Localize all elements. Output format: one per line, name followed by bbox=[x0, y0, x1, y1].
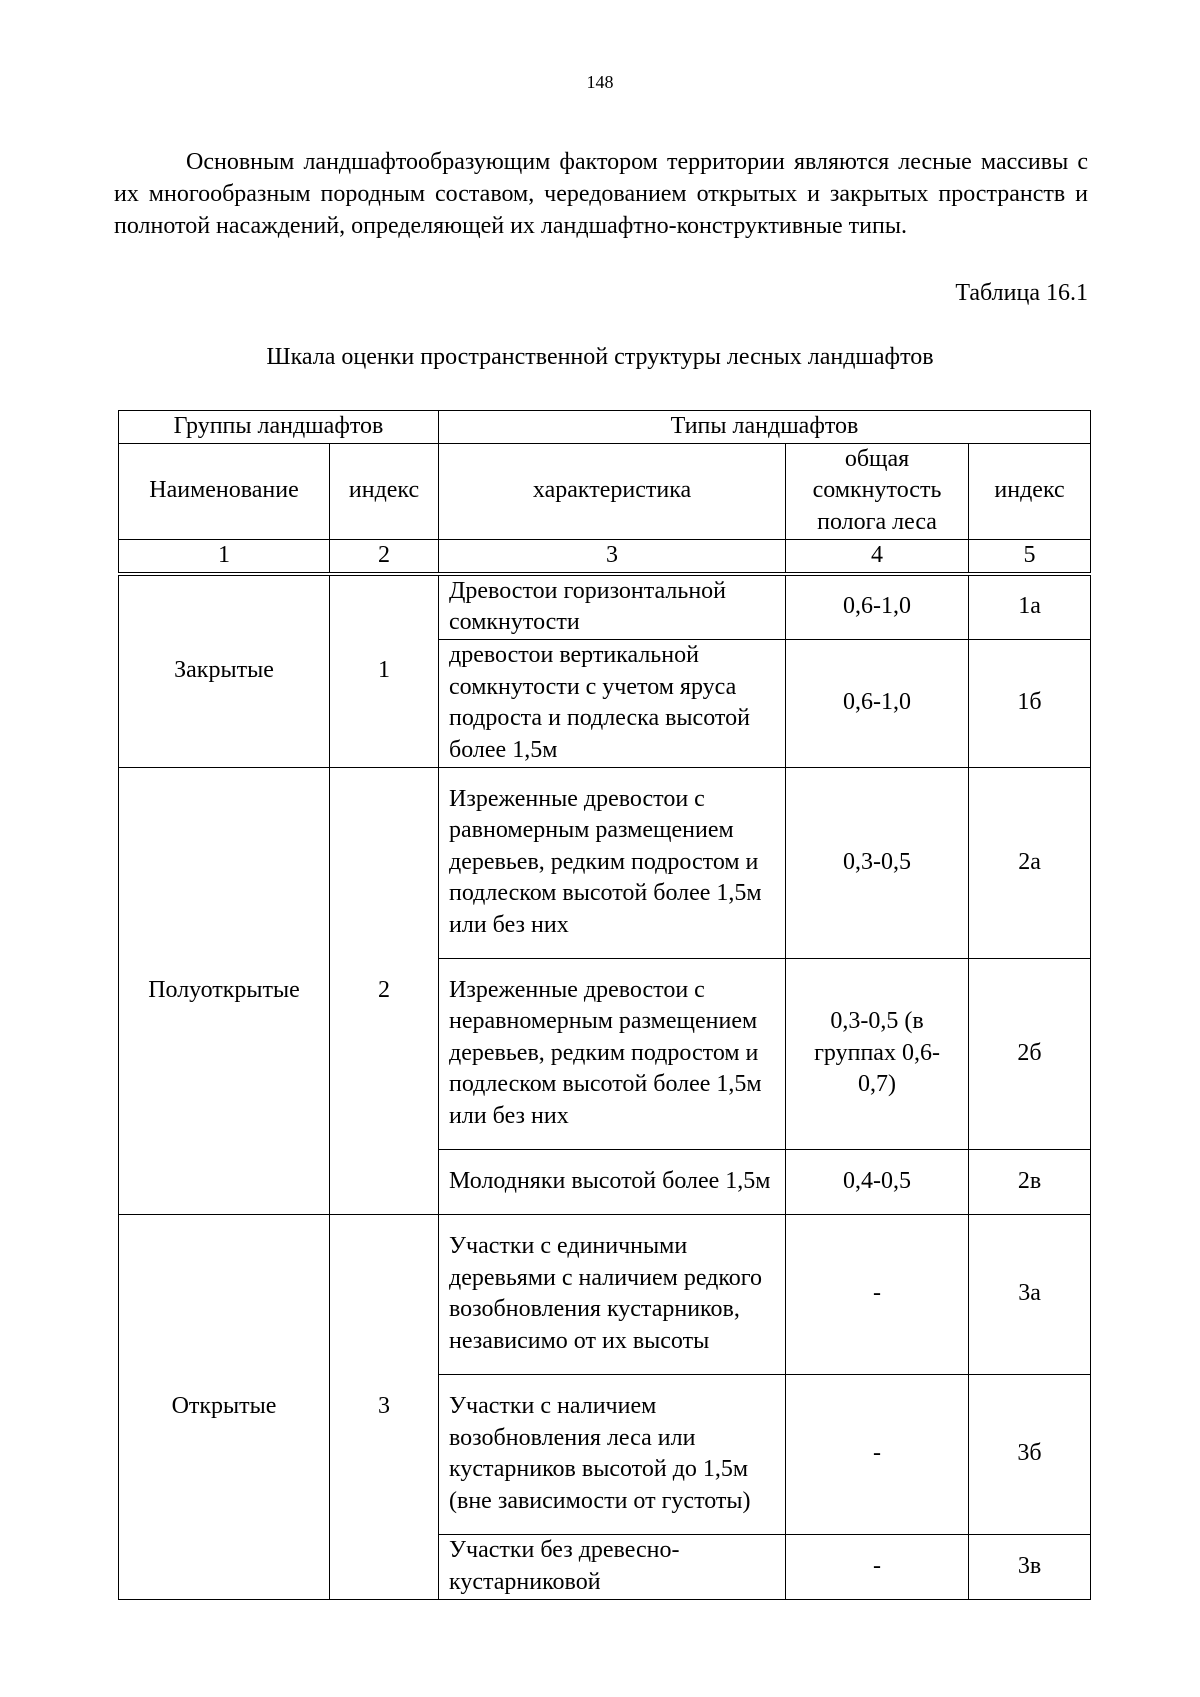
page-number: 148 bbox=[586, 72, 614, 92]
table-title: Шкала оценки пространственной структуры лесных ландшафтов bbox=[266, 344, 934, 370]
type-index-cell: 2б bbox=[969, 958, 1091, 1149]
table-label: Таблица 16.1 bbox=[955, 280, 1088, 306]
characteristic-cell: Участки без древесно-кустарниковой bbox=[439, 1534, 786, 1599]
table-row bbox=[119, 574, 1091, 640]
column-number: 3 bbox=[439, 539, 786, 574]
type-index-cell: 3в bbox=[969, 1534, 1091, 1599]
closure-cell: - bbox=[786, 1534, 969, 1599]
closure-cell: 0,3-0,5 (в группах 0,6-0,7) bbox=[786, 958, 969, 1149]
column-number: 2 bbox=[330, 539, 439, 574]
column-number: 4 bbox=[786, 539, 969, 574]
group-index-cell: 2 bbox=[330, 767, 439, 1214]
group-name-cell: Закрытые bbox=[119, 574, 330, 768]
closure-cell: 0,6-1,0 bbox=[786, 639, 969, 767]
intro-paragraph: Основным ландшафтообразующим фактором территории являются лесные массивы с их многообразным породным составом, чередованием открытых и закрытых пространств и полнотой насаждений, определяющей их ландшафтно-конструктивные типы. bbox=[114, 149, 1088, 239]
col-name-header: Наименование bbox=[119, 443, 330, 539]
col-index-header: индекс bbox=[330, 443, 439, 539]
table-row bbox=[119, 767, 1091, 958]
type-index-cell: 2а bbox=[969, 767, 1091, 958]
col-type-index-header: индекс bbox=[969, 443, 1091, 539]
table-header-row-columns bbox=[119, 443, 1091, 539]
table-row bbox=[119, 1214, 1091, 1374]
type-index-cell: 2в bbox=[969, 1149, 1091, 1214]
column-number: 1 bbox=[119, 539, 330, 574]
column-number: 5 bbox=[969, 539, 1091, 574]
column-number-row bbox=[119, 539, 1091, 574]
group-header-cell: Группы ландшафтов bbox=[119, 411, 439, 444]
group-index-cell: 3 bbox=[330, 1214, 439, 1599]
types-header-cell: Типы ландшафтов bbox=[439, 411, 1091, 444]
characteristic-cell: Участки с наличием возобновления леса или кустарников высотой до 1,5м (вне зависимости от густоты) bbox=[439, 1374, 786, 1534]
type-index-cell: 3а bbox=[969, 1214, 1091, 1374]
col-closure-header: общая сомкнутость полога леса bbox=[786, 443, 969, 539]
col-char-header: характеристика bbox=[439, 443, 786, 539]
type-index-cell: 1а bbox=[969, 574, 1091, 640]
table-header-row-groups bbox=[119, 411, 1091, 444]
closure-cell: 0,4-0,5 bbox=[786, 1149, 969, 1214]
characteristic-cell: Изреженные древостои с равномерным размещением деревьев, редким подростом и подлеском высотой более 1,5м или без них bbox=[439, 767, 786, 958]
group-index-cell: 1 bbox=[330, 574, 439, 768]
type-index-cell: 1б bbox=[969, 639, 1091, 767]
closure-cell: - bbox=[786, 1374, 969, 1534]
group-name-cell: Полуоткрытые bbox=[119, 767, 330, 1214]
closure-cell: 0,6-1,0 bbox=[786, 574, 969, 640]
landscape-scale-table bbox=[118, 410, 1091, 1600]
characteristic-cell: древостои вертикальной сомкнутости с учетом яруса подроста и подлеска высотой более 1,5м bbox=[439, 639, 786, 767]
characteristic-cell: Древостои горизонтальной сомкнутости bbox=[439, 574, 786, 640]
group-name-cell: Открытые bbox=[119, 1214, 330, 1599]
characteristic-cell: Изреженные древостои с неравномерным размещением деревьев, редким подростом и подлеском высотой более 1,5м или без них bbox=[439, 958, 786, 1149]
characteristic-cell: Молодняки высотой более 1,5м bbox=[439, 1149, 786, 1214]
closure-cell: 0,3-0,5 bbox=[786, 767, 969, 958]
closure-cell: - bbox=[786, 1214, 969, 1374]
characteristic-cell: Участки с единичными деревьями с наличием редкого возобновления кустарников, независимо от их высоты bbox=[439, 1214, 786, 1374]
type-index-cell: 3б bbox=[969, 1374, 1091, 1534]
